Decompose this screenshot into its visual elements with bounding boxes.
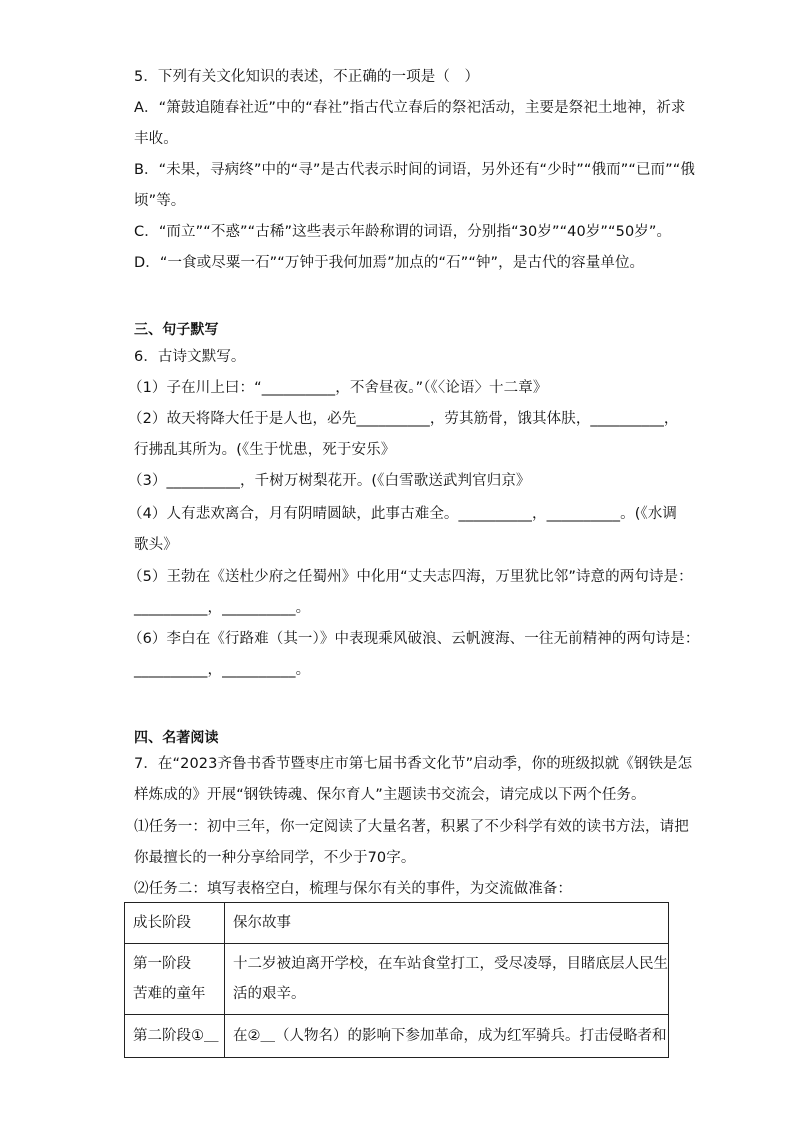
cell-line: 第一阶段 bbox=[133, 956, 191, 972]
q7-stem-line2: 样炼成的》开展“钢铁铸魂、保尔育人”主题读书交流会，请完成以下两个任务。 bbox=[134, 787, 646, 803]
q5-stem: 5．下列有关文化知识的表述，不正确的一项是（ ） bbox=[134, 69, 480, 85]
q5-option-d: D．“一食或尽粟一石”“万钟于我何加焉”加点的“石”“钟”，是古代的容量单位。 bbox=[134, 255, 645, 271]
q6-item-1: （1）子在川上曰：“__________，不舍昼夜。”（《〈论语〉十二章》 bbox=[128, 380, 548, 396]
q5-option-a-line2: 丰收。 bbox=[134, 131, 178, 147]
task1-line1: ⑴任务一：初中三年，你一定阅读了大量名著，积累了不少科学有效的读书方法，请把 bbox=[134, 819, 689, 835]
q6-item-4: （4）人有悲欢离合，月有阴晴圆缺，此事古难全。__________，__________。(《水调 bbox=[128, 506, 678, 522]
q5-option-c: C．“而立”“不惑”“古稀”这些表示年龄称谓的词语，分别指“30岁”“40岁”“50岁”。 bbox=[134, 224, 672, 240]
q6-item-2: （2）故天将降大任于是人也，必先__________，劳其筋骨，饿其体肤，__________， bbox=[128, 411, 679, 427]
q5-option-b-line2: 顷”等。 bbox=[134, 193, 186, 209]
table-cell-story: 在②＿（人物名）的影响下参加革命，成为红军骑兵。打击侵略者和 bbox=[225, 1015, 669, 1058]
q6-item-3: （3）__________，千树万树梨花开。(《白雪歌送武判官归京》 bbox=[128, 473, 531, 489]
q5-option-a-line1: A．“箫鼓追随春社近”中的“春社”指古代立春后的祭祀活动，主要是祭祀土地神，祈求 bbox=[134, 100, 686, 116]
task2-line: ⑵任务二：填写表格空白，梳理与保尔有关的事件，为交流做准备： bbox=[134, 881, 572, 897]
q7-stem-line1: 7．在“2023齐鲁书香节暨枣庄市第七届书香文化节”启动季，你的班级拟就《钢铁是怎 bbox=[134, 756, 693, 772]
story-table bbox=[124, 902, 669, 1058]
section-3-heading: 三、句子默写 bbox=[134, 322, 219, 338]
q6-stem: 6．古诗文默写。 bbox=[134, 349, 246, 365]
q6-item-5: （5）王勃在《送杜少府之任蜀州》中化用“丈夫志四海，万里犹比邻”诗意的两句诗是： bbox=[128, 569, 693, 585]
q5-option-b-line1: B．“未果，寻病终”中的“寻”是古代表示时间的词语，另外还有“少时”“俄而”“已而”“俄 bbox=[134, 162, 695, 178]
q6-item-6: （6）李白在《行路难（其一）》中表现乘风破浪、云帆渡海、一往无前精神的两句诗是： bbox=[128, 631, 700, 647]
cell-line: 十二岁被迫离开学校，在车站食堂打工，受尽凌辱，目睹底层人民生 bbox=[233, 956, 668, 972]
table-header-stage: 成长阶段 bbox=[125, 903, 225, 944]
section-4-heading: 四、名著阅读 bbox=[134, 730, 219, 746]
table-row bbox=[125, 944, 669, 1015]
cell-line: 活的艰辛。 bbox=[233, 986, 306, 1002]
table-cell-stage bbox=[125, 944, 225, 1015]
cell-line: 苦难的童年 bbox=[133, 986, 206, 1002]
table-row bbox=[125, 1015, 669, 1058]
table-cell-stage: 第二阶段①＿ bbox=[125, 1015, 225, 1058]
table-cell-story bbox=[225, 944, 669, 1015]
table-header-row bbox=[125, 903, 669, 944]
q6-item-5-blanks: __________，__________。 bbox=[134, 600, 311, 616]
q6-item-6-blanks: __________，__________。 bbox=[134, 662, 311, 678]
q6-item-4-cont: 歌头》 bbox=[134, 537, 178, 553]
q6-item-2-cont: 行拂乱其所为。(《生于忧患，死于安乐》 bbox=[134, 442, 396, 458]
table-header-story: 保尔故事 bbox=[225, 903, 669, 944]
task1-line2: 你最擅长的一种分享给同学，不少于70字。 bbox=[134, 850, 416, 866]
